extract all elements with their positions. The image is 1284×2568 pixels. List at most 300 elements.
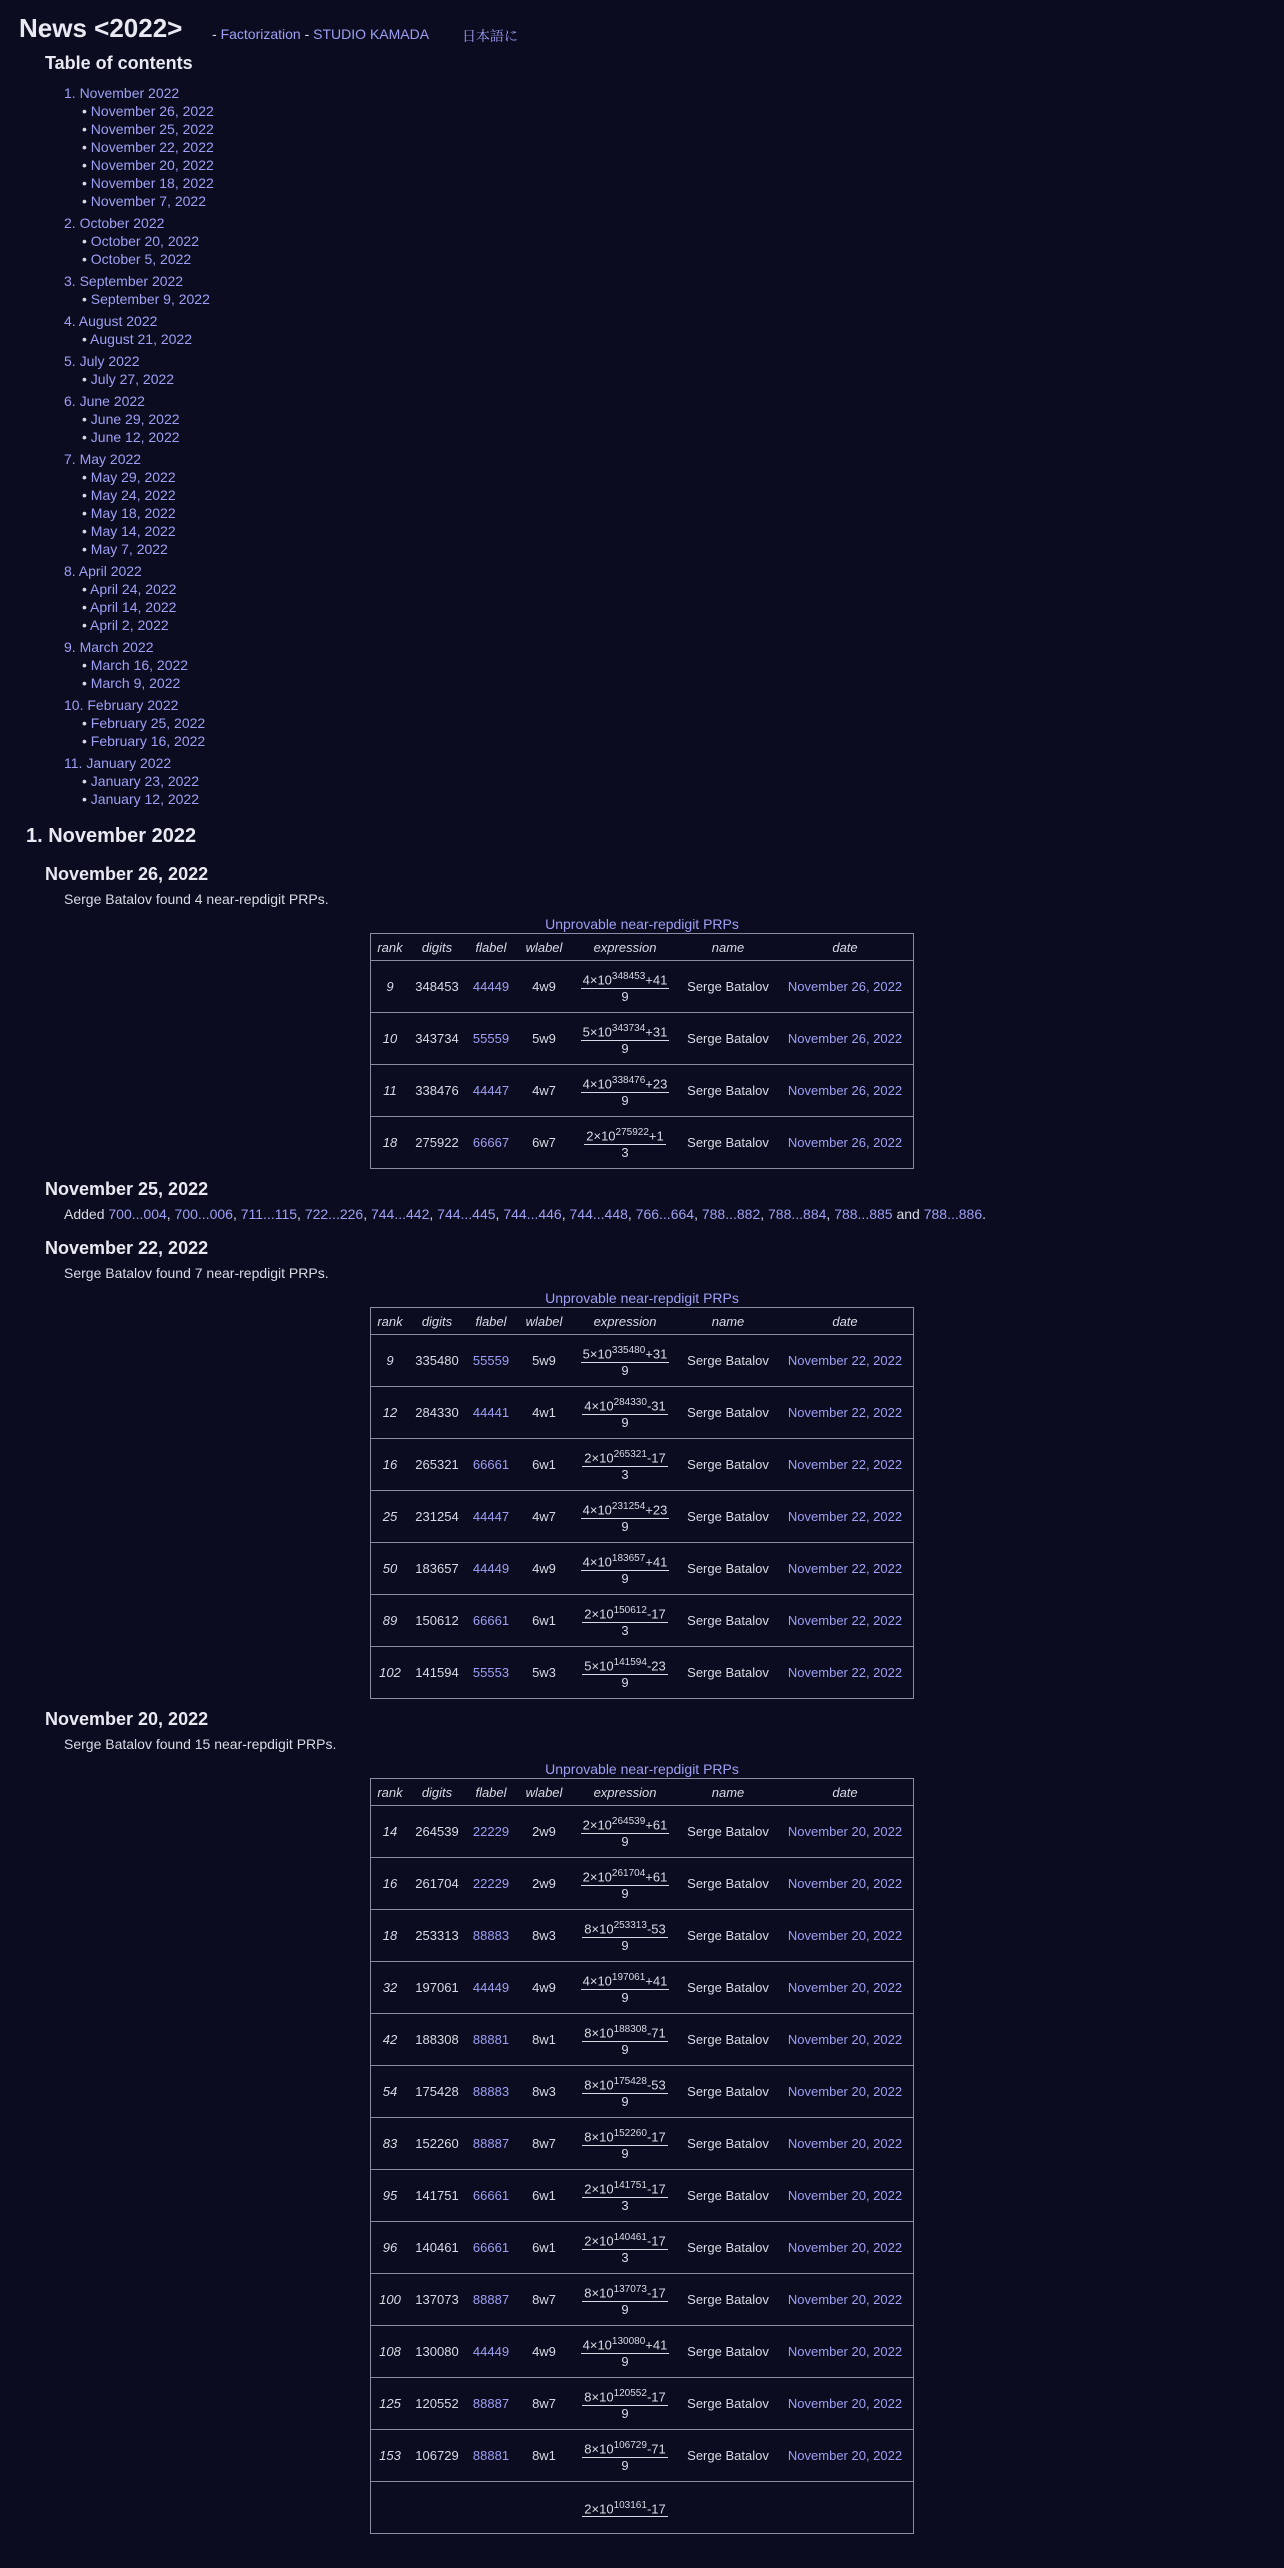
table-wrapper — [0, 1778, 1284, 2534]
expression-fraction — [582, 2074, 667, 2108]
fraction-denominator: 9 — [621, 1518, 629, 1534]
toc-month-link[interactable]: 11. January 2022 — [64, 755, 172, 771]
added-number-link[interactable]: 700...006 — [174, 1206, 233, 1222]
added-number-link[interactable]: 744...445 — [437, 1206, 496, 1222]
toc-day-link[interactable]: February 16, 2022 — [90, 733, 206, 749]
expression-cell — [571, 1806, 679, 1858]
table-head — [371, 1308, 914, 1335]
name-cell: Serge Batalov — [679, 2066, 777, 2118]
expression-exponent: 175428 — [613, 2076, 647, 2088]
table-row — [371, 1595, 914, 1647]
rank-cell: 16 — [371, 1439, 410, 1491]
expression-cell — [571, 2430, 679, 2482]
toc-day-link[interactable]: January 12, 2022 — [90, 791, 199, 807]
bullet: • — [82, 251, 91, 267]
bullet: • — [82, 157, 91, 173]
toc-day-link[interactable]: March 9, 2022 — [90, 675, 181, 691]
flabel-link[interactable]: 66661 — [472, 1613, 510, 1628]
added-number-link[interactable]: 700...004 — [108, 1206, 167, 1222]
added-number-link[interactable]: 744...448 — [569, 1206, 628, 1222]
date-link[interactable]: November 22, 2022 — [787, 1457, 903, 1472]
column-header-rank: rank — [371, 1308, 410, 1335]
flabel-link[interactable]: 55559 — [472, 1031, 510, 1046]
expression-offset: -23 — [646, 1658, 666, 1674]
expression-offset: +41 — [645, 1554, 668, 1570]
added-number-link[interactable]: 744...442 — [370, 1206, 430, 1222]
added-number-link[interactable]: 788...886 — [923, 1206, 983, 1222]
flabel-link[interactable]: 44449 — [472, 1561, 510, 1576]
toc-day-link[interactable]: October 20, 2022 — [90, 233, 199, 249]
table-row — [371, 2430, 914, 2482]
rank-cell: 16 — [371, 1858, 410, 1910]
bullet: • — [82, 773, 91, 789]
name-cell: Serge Batalov — [687, 1353, 769, 1368]
toc-month-link[interactable]: 10. February 2022 — [64, 697, 179, 713]
studio-kamada-link[interactable]: STUDIO KAMADA — [313, 26, 430, 42]
wlabel-cell: 6w1 — [517, 1439, 571, 1491]
toc-day-link[interactable]: November 18, 2022 — [90, 175, 214, 191]
column-header-wlabel: wlabel — [517, 1779, 571, 1806]
flabel-cell — [465, 1117, 517, 1169]
table-row — [371, 2482, 914, 2534]
date-cell — [777, 1806, 914, 1858]
table-row — [371, 1439, 914, 1491]
name-cell: Serge Batalov — [679, 2430, 777, 2482]
wlabel-cell: 4w7 — [517, 1491, 571, 1543]
added-number-link[interactable]: 744...446 — [503, 1206, 562, 1222]
flabel-link[interactable]: 88883 — [472, 1928, 510, 1943]
name-cell: Serge Batalov — [679, 2378, 777, 2430]
rank-cell: 108 — [371, 2326, 410, 2378]
wlabel-cell: 4w9 — [517, 1962, 571, 2014]
date-cell — [777, 1910, 914, 1962]
bullet: • — [82, 599, 91, 615]
rank-cell: 10 — [371, 1013, 410, 1065]
toc-day-link[interactable]: June 29, 2022 — [90, 411, 180, 427]
bullet: • — [82, 715, 91, 731]
digits-cell: 284330 — [409, 1387, 465, 1439]
rank-cell: 83 — [371, 2118, 410, 2170]
toc-day-item — [64, 102, 1284, 120]
expression-base: 5×10 — [582, 1346, 612, 1362]
expression-exponent: 103161 — [613, 2499, 647, 2511]
table-row — [371, 1543, 914, 1595]
date-link[interactable]: November 20, 2022 — [787, 2084, 903, 2099]
date-link[interactable]: November 26, 2022 — [787, 1135, 903, 1150]
toc-day-link[interactable]: November 20, 2022 — [90, 157, 214, 173]
date-link[interactable]: November 20, 2022 — [787, 1876, 903, 1891]
toc-day-link[interactable]: May 24, 2022 — [90, 487, 176, 503]
table-head — [371, 934, 914, 961]
flabel-cell — [465, 1387, 517, 1439]
toc-month-link[interactable]: 2. October 2022 — [64, 215, 165, 231]
expression-exponent: 141594 — [613, 1657, 647, 1669]
added-number-link[interactable]: 788...885 — [834, 1206, 893, 1222]
flabel-link[interactable]: 88887 — [472, 2136, 510, 2151]
date-cell — [777, 2170, 914, 2222]
table-row — [371, 1387, 914, 1439]
date-link[interactable]: November 20, 2022 — [787, 2292, 903, 2307]
flabel-cell — [465, 1335, 517, 1387]
fraction-numerator — [581, 1551, 670, 1570]
date-cell — [777, 1387, 914, 1439]
bullet: • — [82, 139, 91, 155]
wlabel-cell: 4w9 — [517, 1543, 571, 1595]
expression-cell — [571, 1491, 679, 1543]
expression-cell — [571, 1387, 679, 1439]
toc-day-link[interactable]: April 2, 2022 — [90, 617, 169, 633]
toc-day-link[interactable]: May 18, 2022 — [90, 505, 176, 521]
toc-day-item — [64, 120, 1284, 138]
date-cell — [777, 2274, 914, 2326]
bullet: • — [82, 523, 91, 539]
expression-fraction — [582, 2498, 667, 2517]
expression-fraction — [582, 2438, 667, 2472]
entry-date-heading: November 26, 2022 — [45, 864, 209, 884]
table-row — [371, 1647, 914, 1699]
expression-exponent: 130080 — [611, 2336, 646, 2348]
toc-day-link[interactable]: May 7, 2022 — [90, 541, 168, 557]
toc-day-link[interactable]: April 24, 2022 — [90, 581, 177, 597]
fraction-denominator: 9 — [621, 1040, 629, 1056]
date-link[interactable]: November 22, 2022 — [787, 1509, 903, 1524]
toc-day-link[interactable]: September 9, 2022 — [90, 291, 210, 307]
rank-cell: 9 — [386, 979, 394, 994]
fraction-numerator — [582, 2126, 667, 2145]
table-row — [371, 2222, 914, 2274]
table-caption-link[interactable]: Unprovable near-repdigit PRPs — [545, 1761, 739, 1777]
toc-day-item — [64, 250, 1284, 268]
date-cell — [777, 2326, 914, 2378]
flabel-link[interactable]: 44447 — [472, 1083, 510, 1098]
toc-day-link[interactable]: November 25, 2022 — [90, 121, 214, 137]
name-cell: Serge Batalov — [679, 1910, 777, 1962]
wlabel-cell: 4w9 — [532, 979, 556, 994]
bullet: • — [82, 487, 91, 503]
rank-cell: 54 — [371, 2066, 410, 2118]
flabel-link[interactable]: 66661 — [472, 2188, 510, 2203]
added-number-link[interactable]: 766...664 — [635, 1206, 695, 1222]
name-cell: Serge Batalov — [679, 2014, 777, 2066]
fraction-denominator: 9 — [621, 2041, 629, 2057]
flabel-link[interactable]: 22229 — [472, 1876, 510, 1891]
date-link[interactable]: November 20, 2022 — [787, 2396, 903, 2411]
toc-day-link[interactable]: February 25, 2022 — [90, 715, 206, 731]
expression-exponent: 106729 — [613, 2440, 647, 2452]
expression-cell — [571, 2118, 679, 2170]
table-row — [371, 1858, 914, 1910]
flabel-link[interactable]: 55559 — [472, 1353, 510, 1368]
date-link[interactable]: November 20, 2022 — [787, 2240, 903, 2255]
date-cell — [777, 1013, 914, 1065]
expression-cell — [571, 2482, 679, 2534]
name-cell: Serge Batalov — [679, 2274, 777, 2326]
fraction-denominator: 9 — [621, 1885, 629, 1901]
table-head — [371, 1779, 914, 1806]
toc-month-link[interactable]: 8. April 2022 — [64, 563, 142, 579]
expression-cell — [571, 961, 679, 1013]
toc-day-link[interactable]: May 14, 2022 — [90, 523, 176, 539]
toc-title: Table of contents — [45, 53, 193, 73]
flabel-link[interactable]: 44447 — [472, 1509, 510, 1524]
flabel-link[interactable]: 66661 — [472, 1457, 510, 1472]
section-title: 1. November 2022 — [26, 825, 197, 847]
expression-exponent: 253313 — [613, 1920, 647, 1932]
date-cell — [777, 2066, 914, 2118]
fraction-numerator — [582, 2022, 667, 2041]
date-cell — [777, 2378, 914, 2430]
toc-day-link[interactable]: July 27, 2022 — [90, 371, 175, 387]
wlabel-cell: 6w7 — [517, 1117, 571, 1169]
flabel-link[interactable]: 44441 — [472, 1405, 510, 1420]
digits-cell: 137073 — [409, 2274, 465, 2326]
bullet: • — [82, 617, 91, 633]
fraction-denominator: 3 — [621, 1622, 629, 1638]
expression-cell — [571, 1962, 679, 2014]
expression-exponent: 141751 — [613, 2180, 647, 2192]
expression-cell — [571, 1858, 679, 1910]
toc-day-item — [64, 138, 1284, 156]
date-link[interactable]: November 26, 2022 — [787, 979, 903, 994]
expression-fraction — [582, 1918, 667, 1952]
wlabel-cell: 8w1 — [517, 2014, 571, 2066]
flabel-link[interactable]: 88887 — [472, 2396, 510, 2411]
expression-offset: +31 — [645, 1346, 668, 1362]
fraction-denominator: 3 — [621, 1466, 629, 1482]
rank-cell: 11 — [371, 1065, 410, 1117]
flabel-link[interactable]: 88881 — [472, 2032, 510, 2047]
toc-month-link[interactable]: 7. May 2022 — [64, 451, 142, 467]
toc-day-link[interactable]: March 16, 2022 — [90, 657, 189, 673]
flabel-cell — [465, 1806, 517, 1858]
breadcrumb-separator: - — [300, 26, 314, 42]
flabel-link[interactable]: 66667 — [472, 1135, 510, 1150]
bullet: • — [82, 175, 91, 191]
flabel-link[interactable]: 88883 — [472, 2084, 510, 2099]
rank-cell: 100 — [371, 2274, 410, 2326]
digits-cell: 120552 — [409, 2378, 465, 2430]
toc-month-link[interactable]: 6. June 2022 — [64, 393, 145, 409]
toc-month-link[interactable]: 1. November 2022 — [64, 85, 180, 101]
table-row — [371, 1117, 914, 1169]
date-cell — [777, 1117, 914, 1169]
toc-day-item — [64, 540, 1284, 558]
toc-day-link[interactable]: June 12, 2022 — [90, 429, 180, 445]
column-header-expression: expression — [571, 1308, 679, 1335]
column-header-name: name — [679, 934, 777, 961]
expression-exponent: 137073 — [613, 2284, 647, 2296]
column-header-flabel: flabel — [465, 934, 517, 961]
flabel-cell — [465, 1910, 517, 1962]
name-cell: Serge Batalov — [679, 1439, 777, 1491]
toc-day-link[interactable]: May 29, 2022 — [90, 469, 176, 485]
date-link[interactable]: November 26, 2022 — [787, 1031, 903, 1046]
added-prefix: Added — [64, 1206, 109, 1222]
added-number-link[interactable]: 788...882 — [701, 1206, 761, 1222]
name-cell: Serge Batalov — [679, 1491, 777, 1543]
date-cell — [777, 1647, 914, 1699]
expression-base: 4×10 — [584, 1398, 614, 1414]
wlabel-cell: 6w1 — [517, 1595, 571, 1647]
fraction-numerator — [582, 2282, 667, 2301]
flabel-link[interactable]: 44449 — [472, 2344, 510, 2359]
date-cell — [777, 2014, 914, 2066]
expression-base: 4×10 — [582, 2337, 612, 2353]
toc-month-item — [64, 214, 1284, 232]
expression-cell — [571, 2222, 679, 2274]
toc-day-link[interactable]: November 7, 2022 — [90, 193, 206, 209]
expression-offset: -17 — [646, 1450, 666, 1466]
date-link[interactable]: November 22, 2022 — [787, 1561, 903, 1576]
date-link[interactable]: November 20, 2022 — [787, 2032, 903, 2047]
date-link[interactable]: November 22, 2022 — [787, 1405, 903, 1420]
toc-day-link[interactable]: August 21, 2022 — [90, 331, 193, 347]
rank-cell: 50 — [371, 1543, 410, 1595]
flabel-link[interactable]: 44449 — [472, 979, 510, 994]
toc-month-link[interactable]: 5. July 2022 — [64, 353, 140, 369]
date-cell — [777, 2118, 914, 2170]
name-cell: Serge Batalov — [687, 979, 769, 994]
date-link[interactable]: November 26, 2022 — [787, 1083, 903, 1098]
toc-month-link[interactable]: 3. September 2022 — [64, 273, 184, 289]
flabel-link[interactable]: 66661 — [472, 2240, 510, 2255]
toc-day-item — [64, 174, 1284, 192]
flabel-link[interactable]: 22229 — [472, 1824, 510, 1839]
fraction-numerator — [581, 1499, 670, 1518]
added-number-link[interactable]: 711...115 — [240, 1206, 298, 1222]
table-header-row — [371, 1308, 914, 1335]
table-row — [371, 1335, 914, 1387]
date-link[interactable]: November 20, 2022 — [787, 1980, 903, 1995]
added-number-link[interactable]: 788...884 — [768, 1206, 827, 1222]
expression-exponent: 284330 — [613, 1397, 647, 1409]
date-cell — [777, 1335, 914, 1387]
name-cell: Serge Batalov — [679, 2170, 777, 2222]
expression-cell — [571, 1543, 679, 1595]
expression-base: 4×10 — [582, 1502, 612, 1518]
toc-day-item — [64, 522, 1284, 540]
fraction-denominator: 9 — [621, 2301, 629, 2317]
date-link[interactable]: November 22, 2022 — [787, 1353, 903, 1368]
toc-day-link[interactable]: April 14, 2022 — [90, 599, 177, 615]
date-link[interactable]: November 22, 2022 — [787, 1613, 903, 1628]
expression-base: 2×10 — [584, 2501, 614, 2517]
expression-cell — [571, 1335, 679, 1387]
expression-exponent: 188308 — [613, 2024, 647, 2036]
flabel-link[interactable]: 88887 — [472, 2292, 510, 2307]
expression-cell — [571, 2066, 679, 2118]
table-row — [371, 2274, 914, 2326]
expression-exponent: 265321 — [613, 1449, 647, 1461]
date-link[interactable]: November 20, 2022 — [787, 2188, 903, 2203]
name-cell: Serge Batalov — [679, 1543, 777, 1595]
expression-base: 4×10 — [582, 1076, 612, 1092]
bullet: • — [82, 121, 91, 137]
added-number-link[interactable]: 722...226 — [304, 1206, 364, 1222]
toc-day-link[interactable]: October 5, 2022 — [90, 251, 192, 267]
fraction-numerator — [581, 1814, 670, 1833]
factorization-link[interactable]: Factorization — [220, 26, 301, 42]
date-link[interactable]: November 22, 2022 — [787, 1665, 903, 1680]
expression-base: 5×10 — [584, 1658, 614, 1674]
japanese-language-link[interactable]: 日本語に — [462, 28, 518, 44]
bullet: • — [82, 411, 91, 427]
bullet: • — [82, 469, 91, 485]
toc-month-link[interactable]: 4. August 2022 — [64, 313, 158, 329]
toc-day-item — [64, 428, 1284, 446]
expression-offset: -17 — [646, 2501, 666, 2517]
toc-day-item — [64, 714, 1284, 732]
date-cell — [777, 961, 914, 1013]
fraction-denominator: 3 — [621, 2197, 629, 2213]
wlabel-cell: 4w7 — [517, 1065, 571, 1117]
date-link[interactable]: November 20, 2022 — [787, 2344, 903, 2359]
expression-cell — [571, 2378, 679, 2430]
toc-day-link[interactable]: November 26, 2022 — [90, 103, 214, 119]
news-entries — [0, 859, 1284, 2534]
expression-cell — [571, 1117, 679, 1169]
toc-day-item — [64, 656, 1284, 674]
date-link[interactable]: November 20, 2022 — [787, 2136, 903, 2151]
name-cell: Serge Batalov — [679, 1858, 777, 1910]
table-caption-link[interactable]: Unprovable near-repdigit PRPs — [545, 1290, 739, 1306]
table-row — [371, 2378, 914, 2430]
expression-base: 2×10 — [586, 1128, 616, 1144]
rank-cell: 18 — [371, 1910, 410, 1962]
name-cell: Serge Batalov — [679, 1013, 777, 1065]
toc-day-link[interactable]: January 23, 2022 — [90, 773, 199, 789]
flabel-cell — [465, 1491, 517, 1543]
toc-day-item — [64, 156, 1284, 174]
table-row — [371, 1491, 914, 1543]
expression-base: 2×10 — [582, 1817, 612, 1833]
expression-exponent: 348453 — [611, 971, 646, 983]
table-row — [371, 2014, 914, 2066]
column-header-digits: digits — [409, 934, 465, 961]
name-cell: Serge Batalov — [679, 1387, 777, 1439]
column-header-expression: expression — [571, 934, 679, 961]
expression-fraction — [582, 2126, 667, 2160]
toc-month-link[interactable]: 9. March 2022 — [64, 639, 154, 655]
expression-cell — [571, 2274, 679, 2326]
expression-offset: -17 — [646, 1606, 666, 1622]
wlabel-cell: 5w3 — [517, 1647, 571, 1699]
date-link[interactable]: November 20, 2022 — [787, 1928, 903, 1943]
rank-cell: 25 — [371, 1491, 410, 1543]
flabel-link[interactable]: 88881 — [472, 2448, 510, 2463]
toc-day-link[interactable]: November 22, 2022 — [90, 139, 214, 155]
rank-cell: 125 — [371, 2378, 410, 2430]
name-cell — [679, 2482, 777, 2534]
table-body — [371, 961, 914, 1169]
date-link[interactable]: November 20, 2022 — [787, 2448, 903, 2463]
expression-fraction — [581, 1866, 670, 1900]
wlabel-cell: 4w1 — [517, 1387, 571, 1439]
flabel-link[interactable]: 55553 — [472, 1665, 510, 1680]
date-link[interactable]: November 20, 2022 — [787, 1824, 903, 1839]
rank-cell: 153 — [371, 2430, 410, 2482]
bullet: • — [82, 505, 91, 521]
fraction-numerator — [581, 1073, 670, 1092]
flabel-cell — [465, 1065, 517, 1117]
wlabel-cell: 8w1 — [517, 2430, 571, 2482]
column-header-name: name — [679, 1308, 777, 1335]
table-caption-link[interactable]: Unprovable near-repdigit PRPs — [545, 916, 739, 932]
column-header-wlabel: wlabel — [517, 1308, 571, 1335]
date-cell — [777, 1439, 914, 1491]
flabel-link[interactable]: 44449 — [472, 1980, 510, 1995]
table-body — [371, 1335, 914, 1699]
